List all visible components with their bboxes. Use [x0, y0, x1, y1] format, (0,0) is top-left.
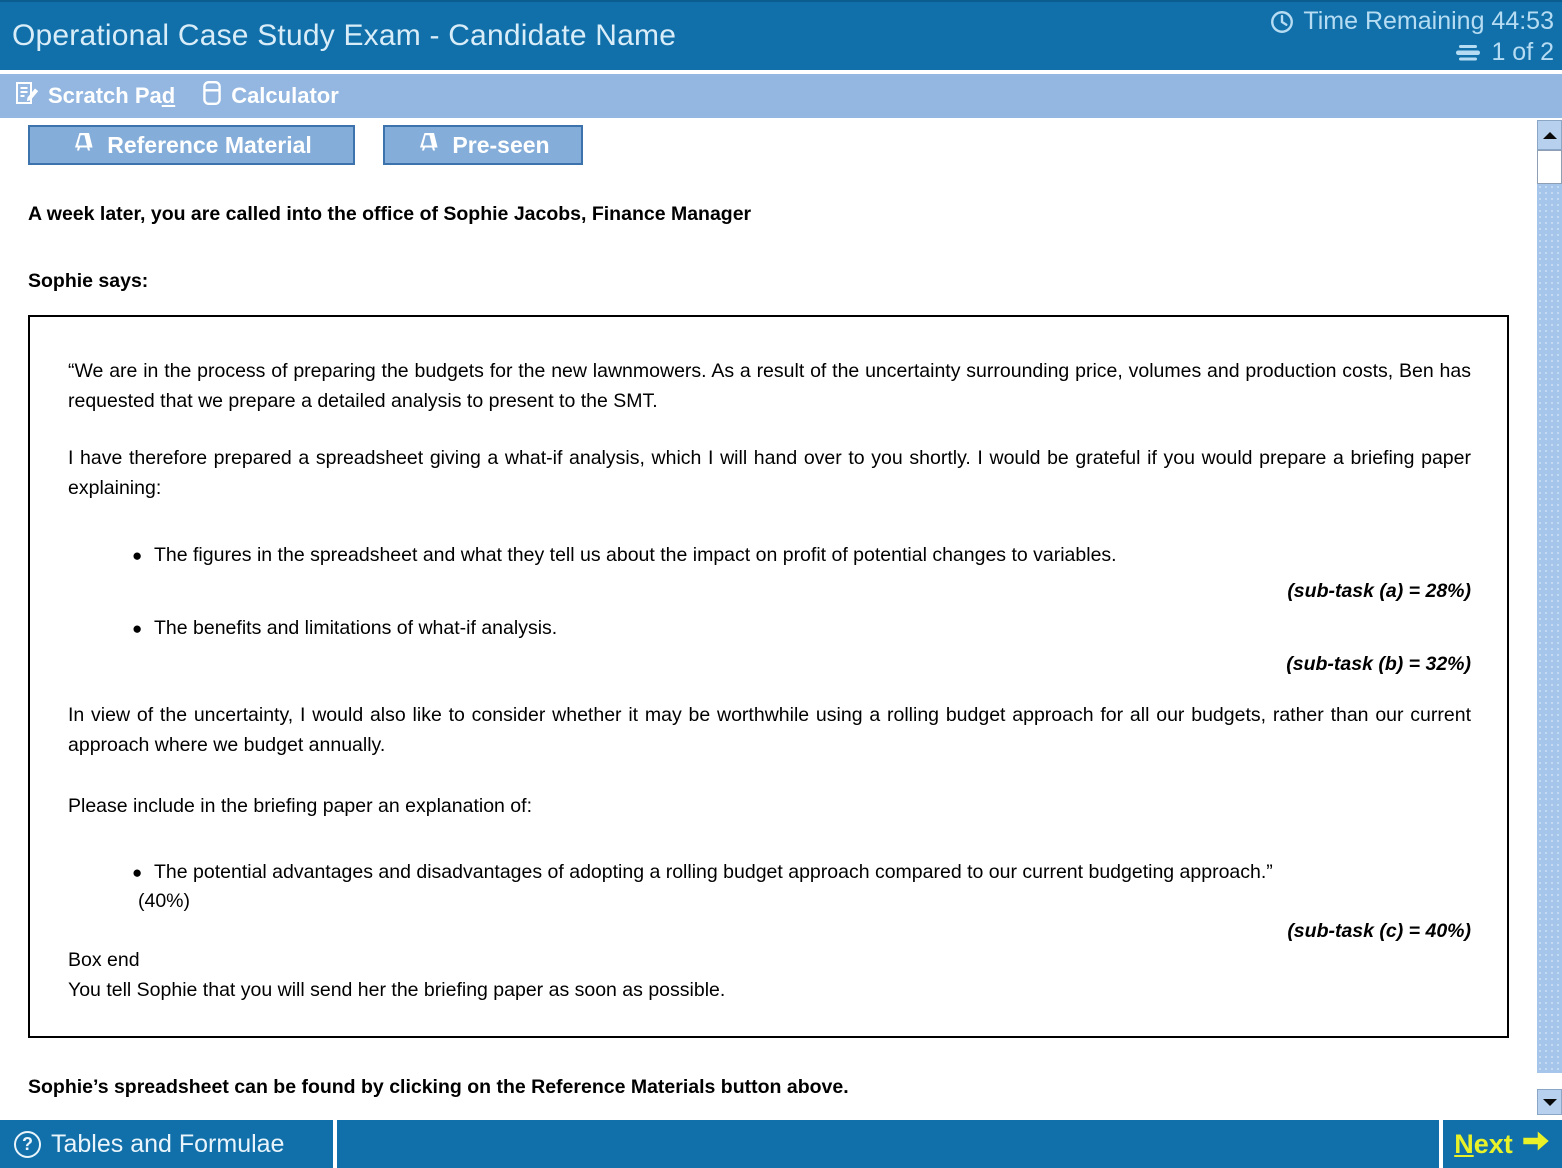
- page-indicator-label: 1 of 2: [1491, 38, 1554, 66]
- vertical-scrollbar[interactable]: [1537, 120, 1562, 1115]
- pre-seen-button[interactable]: [383, 125, 583, 165]
- reference-material-button[interactable]: [28, 125, 355, 165]
- bullet-item: [68, 858, 1471, 888]
- subtask-weight-c: (sub-task (c) = 40%): [1287, 919, 1471, 942]
- content-area: [0, 118, 1562, 1115]
- scrollbar-track[interactable]: [1537, 184, 1562, 1073]
- box-end-marker: Box end: [68, 949, 140, 971]
- tables-and-formulae-label: Tables and Formulae: [51, 1129, 285, 1158]
- next-button[interactable]: [1443, 1120, 1562, 1168]
- help-icon: ?: [14, 1131, 41, 1158]
- time-remaining: [1269, 7, 1554, 36]
- bottombar-spacer: [337, 1120, 1439, 1168]
- bullet-text: The benefits and limitations of what-if analysis.: [154, 617, 558, 639]
- calculator-icon: [201, 80, 223, 112]
- scrollbar-thumb[interactable]: [1537, 150, 1562, 184]
- bullet-item: [68, 614, 1471, 644]
- pages-icon: [1453, 43, 1483, 63]
- scratch-pad-label: Scratch Pad: [48, 83, 176, 108]
- easel-book-icon: [416, 130, 442, 160]
- next-label: Next: [1454, 1128, 1513, 1159]
- triangle-up-icon: [1543, 132, 1557, 139]
- page-title: Operational Case Study Exam - Candidate Name: [12, 19, 677, 52]
- scenario-quote-box: [28, 315, 1509, 1038]
- scratchpad-icon: [14, 80, 40, 112]
- question-panel: [0, 118, 1537, 1115]
- reference-material-label: Reference Material: [107, 131, 312, 158]
- scratch-pad-button[interactable]: [14, 80, 175, 112]
- scrollbar-gap: [1537, 1073, 1562, 1089]
- quote-paragraph: “We are in the process of preparing the budgets for the new lawnmowers. As a result of the uncertainty surrounding price, volumes and production costs, Ben has requested that we prepare a detailed analysis to present to the SMT.: [68, 360, 1471, 412]
- calculator-button[interactable]: [201, 80, 339, 112]
- subtask-weight-b: (sub-task (b) = 32%): [1286, 652, 1471, 675]
- scenario-intro: A week later, you are called into the office of Sophie Jacobs, Finance Manager: [28, 203, 752, 225]
- status-block: [1269, 5, 1554, 67]
- scroll-up-button[interactable]: [1537, 120, 1562, 150]
- bullet-text: The potential advantages and disadvantages of adopting a rolling budget approach compared to our current budgeting approach.”: [154, 860, 1273, 883]
- time-remaining-label: Time Remaining 44:53: [1303, 7, 1554, 35]
- subtask-weight-a: (sub-task (a) = 28%): [1287, 579, 1471, 602]
- page-indicator: [1453, 38, 1554, 67]
- bullet-icon: ●: [132, 546, 143, 565]
- bullet-icon: ●: [132, 619, 143, 638]
- speaker-label: Sophie says:: [28, 270, 149, 292]
- triangle-down-icon: [1543, 1099, 1557, 1106]
- closing-line: You tell Sophie that you will send her the briefing paper as soon as possible.: [68, 978, 726, 1001]
- bullet-icon: ●: [132, 862, 143, 882]
- pre-seen-label: Pre-seen: [452, 131, 550, 158]
- easel-book-icon: [71, 130, 97, 160]
- clock-icon: [1269, 9, 1295, 35]
- scroll-down-button[interactable]: [1537, 1089, 1562, 1115]
- bullet-weight: (40%): [138, 890, 191, 912]
- quote-paragraph: In view of the uncertainty, I would also like to consider whether it may be worthwhile using a rolling budget approach for all our budgets, rather than our current approach where we budget annually.: [68, 704, 1471, 756]
- bullet-text: The figures in the spreadsheet and what they tell us about the impact on profit of potential changes to variables.: [154, 544, 1117, 566]
- spreadsheet-note: Sophie’s spreadsheet can be found by clicking on the Reference Materials button above.: [28, 1076, 849, 1098]
- resource-button-row: [28, 125, 1537, 165]
- calculator-label: Calculator: [231, 83, 339, 108]
- quote-paragraph: I have therefore prepared a spreadsheet giving a what-if analysis, which I will hand over to you shortly. I would be grateful if you would prepare a briefing paper explaining:: [68, 447, 1471, 499]
- quote-paragraph: Please include in the briefing paper an explanation of:: [68, 795, 532, 817]
- tables-and-formulae-button[interactable]: [0, 1120, 333, 1168]
- title-bar: [0, 0, 1562, 70]
- toolbar: [0, 74, 1562, 118]
- bullet-item: [68, 541, 1471, 571]
- bottom-bar: [0, 1120, 1562, 1168]
- arrow-right-icon: [1521, 1129, 1551, 1160]
